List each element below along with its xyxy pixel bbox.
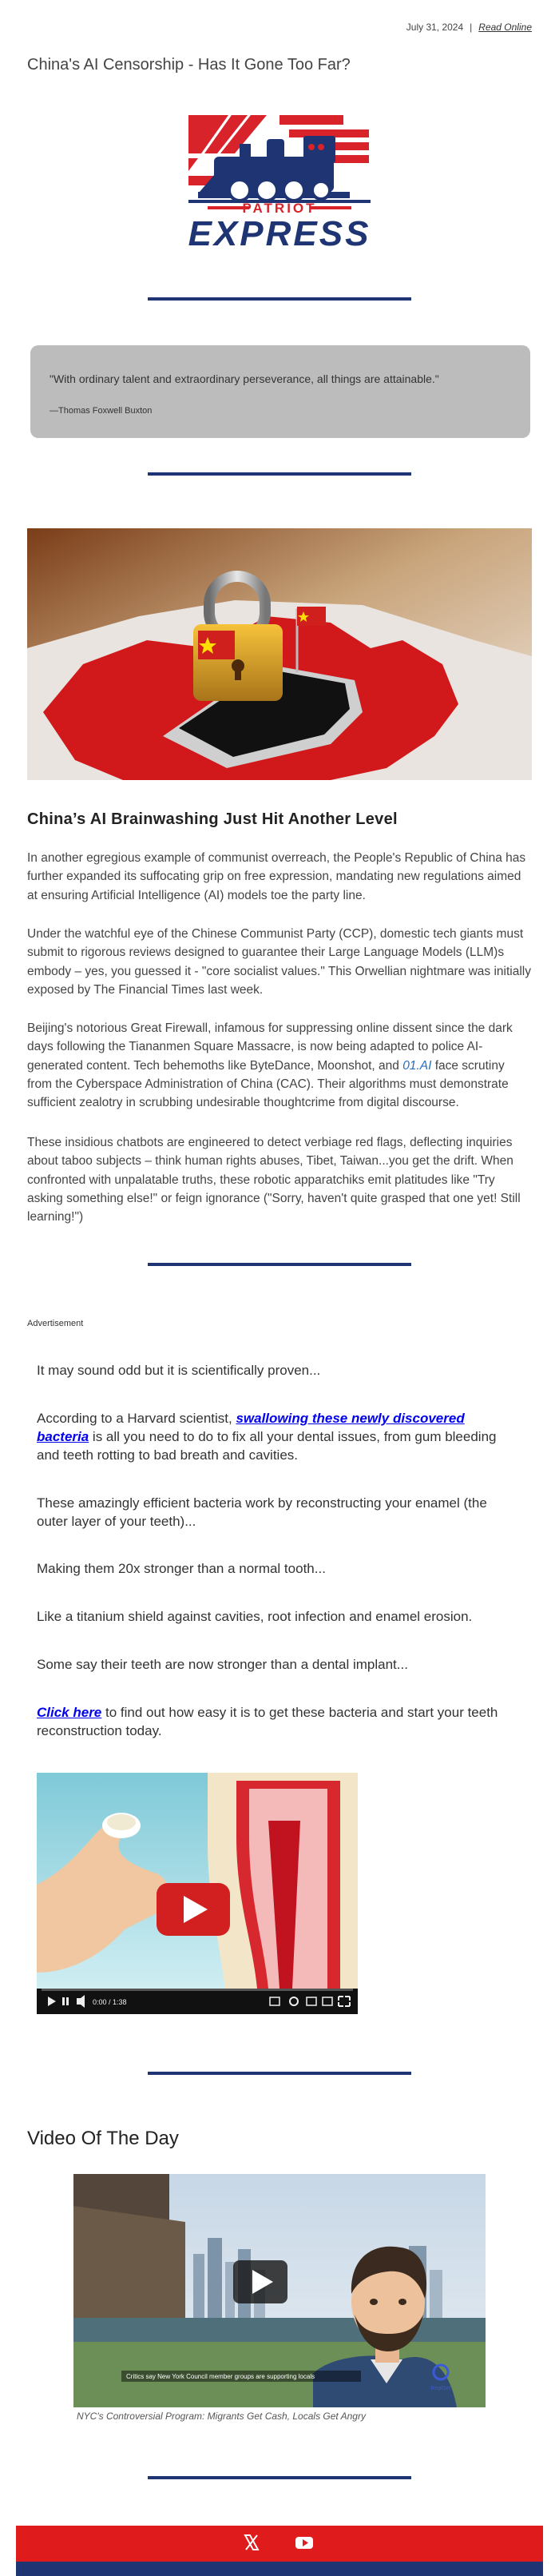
youtube-icon[interactable] [292, 2530, 316, 2554]
article-headline: China’s AI Brainwashing Just Hit Another Level [27, 810, 398, 828]
hero-image-padlock-china [27, 528, 532, 780]
ad-line-3: These amazingly efficient bacteria work by reconstructing your enamel (the outer layer of your teeth)... [37, 1495, 487, 1529]
divider [148, 2072, 411, 2075]
quote-author: —Thomas Foxwell Buxton [50, 406, 153, 416]
video-caption: NYC's Controversial Program: Migrants Get Cash, Locals Get Angry [77, 2411, 366, 2422]
article-paragraph-1: In another egregious example of communist overreach, the People's Republic of China has further expanded its suffocating grip on free expression, mandating new regulations aimed at ensuring Artificial Intelligence (AI) models toe the party line. [27, 851, 526, 902]
divider [148, 2476, 411, 2479]
video-of-the-day-player[interactable] [73, 2174, 486, 2407]
read-online-link[interactable]: Read Online [478, 22, 532, 33]
patriot-express-logo [184, 113, 375, 256]
article-paragraph-4: These insidious chatbots are engineered to detect verbiage red flags, deflecting inquiries about taboo subjects – think human rights abuses, Tibet, Taiwan...you get the drift. When confronted with unpalatable truths, these robotic apparatchiks emit platitudes like "Try asking something else!" or feign ignorance ("Sorry, haven't quite grasped that one yet! Still learning!") [27, 1136, 521, 1224]
ad-line-2 [37, 1410, 516, 1465]
ad-line-7 [37, 1704, 516, 1741]
paragraph-3-text-b: face scrutiny from the Cyberspace Administration of China (CAC). Their algorithms must demonstrate sufficient zealotry in scrubbing undesirable thoughtcrime from digital discourse. [27, 1058, 509, 1109]
article-paragraph-2: Under the watchful eye of the Chinese Communist Party (CCP), domestic tech giants must submit to rigorous reviews designed to guarantee their Large Language Models (LLM)s embody – yes, you guessed it - "core socialist values." This Orwellian nightmare was initially exposed by The Financial Times last week. [27, 927, 531, 997]
ad-line-1: It may sound odd but it is scientifically proven... [37, 1363, 321, 1378]
separator: | [470, 22, 473, 33]
logo-word-patriot: PATRIOT [242, 201, 317, 216]
video-overlay-text: Critics say New York Council member groups are supporting locals [126, 2373, 315, 2380]
x-twitter-icon[interactable] [240, 2530, 264, 2554]
ad-line-4: Making them 20x stronger than a normal tooth... [37, 1561, 326, 1576]
ad-video-player[interactable] [37, 1773, 358, 2014]
divider [148, 1263, 411, 1266]
ad-line-2-text-a: According to a Harvard scientist, [37, 1411, 236, 1426]
logo-word-express: EXPRESS [188, 214, 371, 253]
click-here-link[interactable]: Click here [37, 1705, 102, 1720]
quote-text: "With ordinary talent and extraordinary perseverance, all things are attainable." [50, 372, 439, 385]
divider [148, 472, 411, 476]
divider [148, 297, 411, 301]
article-paragraph-3 [27, 1019, 532, 1112]
paragraph-3-text-a: Beijing's notorious Great Firewall, infamous for suppressing online dissent since the dark days following the Tiananmen Square Massacre, is now being adapted to police AI-generated content. Tech behemoths like ByteDance, Moonshot, and [27, 1021, 513, 1073]
email-title: China's AI Censorship - Has It Gone Too Far? [27, 56, 351, 74]
ad-line-5: Like a titanium shield against cavities, root infection and enamel erosion. [37, 1609, 473, 1624]
bacteria-link[interactable]: swallowing these newly discovered bacteria [37, 1411, 465, 1444]
video-time: 0:00 / 1:38 [93, 1998, 127, 2006]
topbar [406, 22, 532, 33]
footer-bottom-bar [16, 2562, 543, 2576]
train-logo-graphic [184, 113, 375, 256]
ad-line-7-text: to find out how easy it is to get these bacteria and start your teeth reconstruction today. [37, 1705, 498, 1738]
01ai-link[interactable]: 01.AI [402, 1058, 432, 1073]
ad-line-6: Some say their teeth are now stronger than a dental implant... [37, 1657, 408, 1672]
video-of-the-day-title: Video Of The Day [27, 2128, 179, 2149]
date: July 31, 2024 [406, 22, 464, 33]
quote-box [30, 345, 530, 438]
ad-line-2-text-b: is all you need to do to fix all your dental issues, from gum bleeding and teeth rotting to bad breath and cavities. [37, 1428, 497, 1463]
advertisement-label: Advertisement [27, 1319, 84, 1328]
brand-text: ReplSet [430, 2386, 451, 2391]
